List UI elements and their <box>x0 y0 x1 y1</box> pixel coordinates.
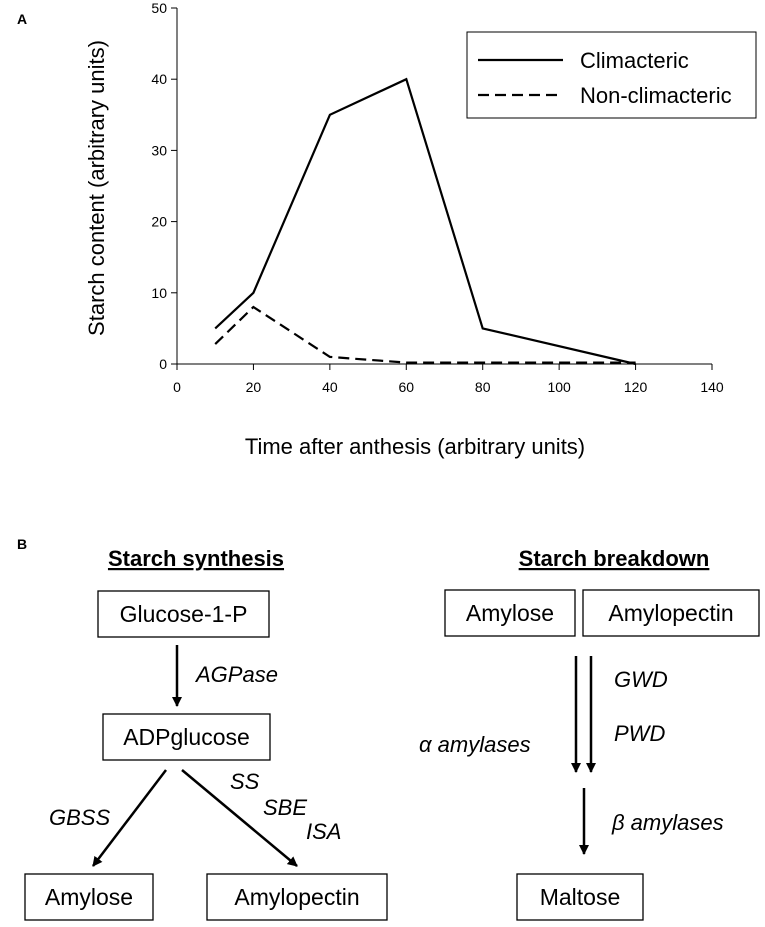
panel-a-label: A <box>17 11 28 27</box>
agpase-label: AGPase <box>196 662 278 687</box>
y-tick-label: 0 <box>159 356 167 372</box>
series-line-non-climacteric <box>215 307 635 363</box>
isa-label: ISA <box>306 819 342 844</box>
x-axis-label: Time after anthesis (arbitrary units) <box>244 434 586 459</box>
chart-series <box>215 79 635 364</box>
y-tick-label: 50 <box>151 0 167 16</box>
pwd-label: PWD <box>614 721 666 746</box>
x-tick-label: 80 <box>474 379 491 395</box>
starch-synthesis-diagram <box>25 546 387 920</box>
x-tick-label: 20 <box>245 379 262 395</box>
x-tick-label: 0 <box>173 379 181 395</box>
synthesis-title: Starch synthesis <box>107 546 285 571</box>
y-axis-label: Starch content (arbitrary units) <box>84 40 109 336</box>
breakdown-title: Starch breakdown <box>518 546 710 571</box>
amylose-substrate-label: Amylose <box>465 600 555 626</box>
gbss-label: GBSS <box>49 805 111 830</box>
amylose-product-label: Amylose <box>44 884 134 910</box>
starch-content-chart <box>84 0 756 459</box>
x-tick-label: 40 <box>322 379 338 395</box>
amylopectin-product-label: Amylopectin <box>234 884 360 910</box>
beta-amylases-label: β amylases <box>612 810 724 835</box>
maltose-label: Maltose <box>539 884 621 910</box>
x-tick-label: 140 <box>700 379 724 395</box>
glucose-1-p-label: Glucose-1-P <box>119 601 248 627</box>
x-tick-label: 120 <box>623 379 648 395</box>
y-tick-label: 30 <box>151 142 167 159</box>
series-line-climacteric <box>215 79 635 364</box>
chart-legend <box>467 32 756 118</box>
x-tick-label: 100 <box>547 379 571 395</box>
x-tick-label: 60 <box>398 379 415 395</box>
ss-label: SS <box>230 769 260 794</box>
y-tick-label: 40 <box>151 71 167 88</box>
sbe-label: SBE <box>263 795 308 820</box>
alpha-amylases-label: α amylases <box>419 732 531 757</box>
panel-b-label: B <box>17 536 28 552</box>
gwd-label: GWD <box>614 667 668 692</box>
legend-entry-label: Climacteric <box>580 48 689 73</box>
starch-breakdown-diagram <box>419 546 759 920</box>
y-tick-label: 20 <box>151 213 167 230</box>
adpglucose-label: ADPglucose <box>123 724 250 750</box>
legend-entry-label: Non-climacteric <box>580 83 732 108</box>
amylopectin-substrate-label: Amylopectin <box>608 600 734 626</box>
y-tick-label: 10 <box>151 284 167 301</box>
